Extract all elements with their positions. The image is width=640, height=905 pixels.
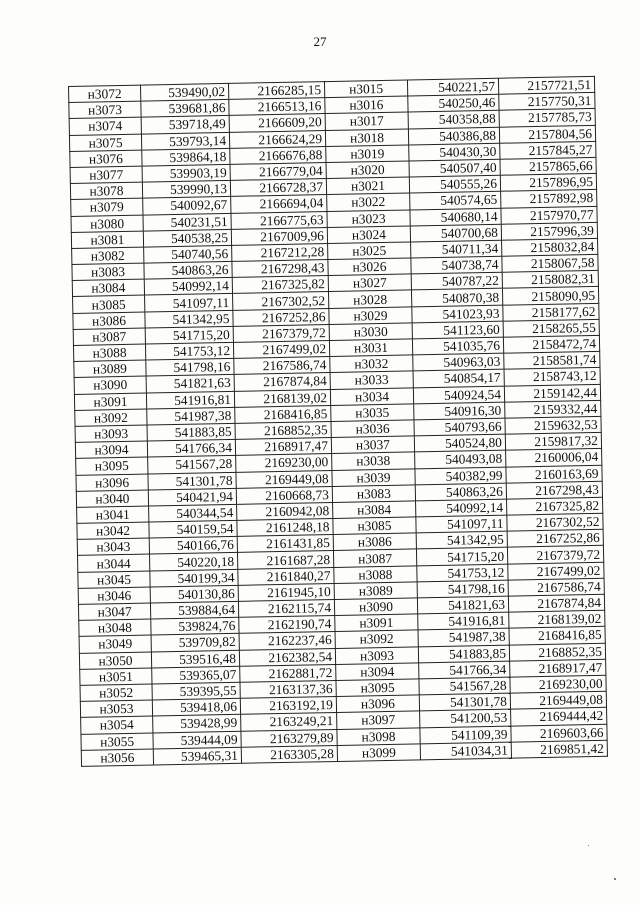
point-id-cell: н3092 bbox=[75, 409, 147, 427]
x-coordinate-cell: 541097,11 bbox=[145, 294, 233, 312]
x-coordinate-cell: 540386,88 bbox=[408, 127, 499, 145]
y-coordinate-cell: 2168917,47 bbox=[510, 659, 606, 677]
point-id-cell: н3087 bbox=[73, 328, 145, 346]
x-coordinate-cell: 541916,81 bbox=[146, 391, 234, 409]
y-coordinate-cell: 2168139,02 bbox=[234, 389, 330, 407]
x-coordinate-cell: 539428,99 bbox=[153, 715, 241, 733]
point-id-cell: н3051 bbox=[80, 668, 152, 686]
point-id-cell: н3016 bbox=[325, 96, 408, 114]
x-coordinate-cell: 539884,64 bbox=[150, 601, 238, 619]
point-id-cell: н3038 bbox=[332, 452, 415, 470]
point-id-cell: н3099 bbox=[337, 744, 420, 762]
y-coordinate-cell: 2166694,04 bbox=[231, 195, 327, 213]
y-coordinate-cell: 2158472,74 bbox=[503, 335, 599, 353]
x-coordinate-cell: 540992,14 bbox=[144, 278, 232, 296]
point-id-cell: н3043 bbox=[77, 538, 149, 556]
y-coordinate-cell: 2167212,28 bbox=[232, 243, 328, 261]
y-coordinate-cell: 2161945,10 bbox=[238, 583, 334, 601]
y-coordinate-cell: 2162237,46 bbox=[239, 632, 335, 650]
y-coordinate-cell: 2162115,74 bbox=[238, 599, 334, 617]
point-id-cell: н3018 bbox=[325, 129, 408, 147]
y-coordinate-cell: 2158090,95 bbox=[502, 287, 598, 305]
point-id-cell: н3022 bbox=[327, 193, 410, 211]
point-id-cell: н3085 bbox=[333, 517, 416, 535]
y-coordinate-cell: 2167252,86 bbox=[507, 530, 603, 548]
x-coordinate-cell: 541342,95 bbox=[145, 310, 233, 328]
x-coordinate-cell: 539490,02 bbox=[140, 83, 228, 101]
x-coordinate-cell: 541798,16 bbox=[417, 580, 508, 598]
x-coordinate-cell: 540924,54 bbox=[413, 386, 504, 404]
y-coordinate-cell: 2158067,58 bbox=[502, 254, 598, 272]
y-coordinate-cell: 2166513,16 bbox=[229, 98, 325, 116]
x-coordinate-cell: 541883,85 bbox=[418, 645, 509, 663]
x-coordinate-cell: 541567,28 bbox=[148, 456, 236, 474]
y-coordinate-cell: 2166285,15 bbox=[228, 82, 324, 100]
y-coordinate-cell: 2167009,96 bbox=[231, 227, 327, 245]
x-coordinate-cell: 540344,54 bbox=[149, 504, 237, 522]
point-id-cell: н3028 bbox=[329, 290, 412, 308]
y-coordinate-cell: 2158082,31 bbox=[502, 271, 598, 289]
y-coordinate-cell: 2168852,35 bbox=[509, 643, 605, 661]
point-id-cell: н3098 bbox=[337, 727, 420, 745]
y-coordinate-cell: 2168852,35 bbox=[235, 421, 331, 439]
point-id-cell: н3080 bbox=[71, 215, 143, 233]
scan-speck bbox=[614, 878, 616, 880]
y-coordinate-cell: 2158581,74 bbox=[504, 352, 600, 370]
x-coordinate-cell: 540555,26 bbox=[409, 175, 500, 193]
point-id-cell: н3054 bbox=[81, 716, 153, 734]
point-id-cell: н3027 bbox=[328, 274, 411, 292]
point-id-cell: н3086 bbox=[73, 312, 145, 330]
x-coordinate-cell: 540992,14 bbox=[416, 499, 507, 517]
x-coordinate-cell: 540711,34 bbox=[411, 240, 502, 258]
x-coordinate-cell: 541987,38 bbox=[147, 407, 235, 425]
x-coordinate-cell: 540159,54 bbox=[149, 520, 237, 538]
x-coordinate-cell: 541301,78 bbox=[148, 472, 236, 490]
x-coordinate-cell: 539681,86 bbox=[141, 100, 229, 118]
point-id-cell: н3047 bbox=[78, 603, 150, 621]
y-coordinate-cell: 2167379,72 bbox=[507, 546, 603, 564]
x-coordinate-cell: 541987,38 bbox=[418, 629, 509, 647]
point-id-cell: н3096 bbox=[76, 474, 148, 492]
x-coordinate-cell: 540507,40 bbox=[409, 159, 500, 177]
point-id-cell: н3019 bbox=[326, 145, 409, 163]
x-coordinate-cell: 541035,76 bbox=[412, 337, 503, 355]
y-coordinate-cell: 2169230,00 bbox=[510, 675, 606, 693]
point-id-cell: н3036 bbox=[331, 420, 414, 438]
y-coordinate-cell: 2161248,18 bbox=[237, 519, 333, 537]
y-coordinate-cell: 2161687,28 bbox=[237, 551, 333, 569]
point-id-cell: н3085 bbox=[73, 296, 145, 314]
x-coordinate-cell: 540538,25 bbox=[143, 229, 231, 247]
x-coordinate-cell: 540793,66 bbox=[414, 418, 505, 436]
point-id-cell: н3037 bbox=[331, 436, 414, 454]
x-coordinate-cell: 540870,38 bbox=[411, 289, 502, 307]
point-id-cell: н3048 bbox=[79, 619, 151, 637]
y-coordinate-cell: 2158177,62 bbox=[503, 303, 599, 321]
point-id-cell: н3033 bbox=[330, 371, 413, 389]
y-coordinate-cell: 2160163,69 bbox=[506, 465, 602, 483]
y-coordinate-cell: 2169851,42 bbox=[511, 740, 607, 758]
point-id-cell: н3084 bbox=[333, 501, 416, 519]
point-id-cell: н3084 bbox=[72, 279, 144, 297]
y-coordinate-cell: 2157892,98 bbox=[501, 190, 597, 208]
point-id-cell: н3020 bbox=[326, 161, 409, 179]
x-coordinate-cell: 541715,20 bbox=[145, 326, 233, 344]
y-coordinate-cell: 2168917,47 bbox=[235, 438, 331, 456]
point-id-cell: н3077 bbox=[70, 166, 142, 184]
y-coordinate-cell: 2158032,84 bbox=[502, 238, 598, 256]
y-coordinate-cell: 2163305,28 bbox=[241, 745, 337, 763]
x-coordinate-cell: 540221,57 bbox=[407, 78, 498, 96]
y-coordinate-cell: 2163279,89 bbox=[241, 729, 337, 747]
point-id-cell: н3094 bbox=[336, 663, 419, 681]
y-coordinate-cell: 2167499,02 bbox=[233, 341, 329, 359]
x-coordinate-cell: 539465,31 bbox=[153, 747, 241, 765]
y-coordinate-cell: 2161431,85 bbox=[237, 535, 333, 553]
point-id-cell: н3083 bbox=[72, 263, 144, 281]
point-id-cell: н3030 bbox=[329, 323, 412, 341]
x-coordinate-cell: 539395,55 bbox=[152, 682, 240, 700]
x-coordinate-cell: 539990,13 bbox=[142, 181, 230, 199]
point-id-cell: н3026 bbox=[328, 258, 411, 276]
point-id-cell: н3092 bbox=[335, 630, 418, 648]
x-coordinate-cell: 540963,03 bbox=[413, 353, 504, 371]
point-id-cell: н3041 bbox=[77, 506, 149, 524]
y-coordinate-cell: 2166624,29 bbox=[229, 130, 325, 148]
coordinates-table bbox=[68, 76, 608, 767]
point-id-cell: н3096 bbox=[336, 695, 419, 713]
x-coordinate-cell: 539516,48 bbox=[151, 650, 239, 668]
y-coordinate-cell: 2157865,66 bbox=[500, 157, 596, 175]
point-id-cell: н3050 bbox=[79, 652, 151, 670]
point-id-cell: н3021 bbox=[326, 177, 409, 195]
x-coordinate-cell: 541766,34 bbox=[419, 661, 510, 679]
y-coordinate-cell: 2157970,77 bbox=[501, 206, 597, 224]
page-number: 27 bbox=[313, 34, 327, 49]
coordinates-table-body bbox=[69, 76, 608, 766]
y-coordinate-cell: 2157750,31 bbox=[499, 93, 595, 111]
y-coordinate-cell: 2159142,44 bbox=[504, 384, 600, 402]
point-id-cell: н3076 bbox=[70, 150, 142, 168]
point-id-cell: н3029 bbox=[329, 307, 412, 325]
x-coordinate-cell: 541821,63 bbox=[417, 596, 508, 614]
point-id-cell: н3056 bbox=[81, 749, 153, 767]
y-coordinate-cell: 2168416,85 bbox=[509, 627, 605, 645]
y-coordinate-cell: 2157804,56 bbox=[499, 125, 595, 143]
point-id-cell: н3042 bbox=[77, 522, 149, 540]
x-coordinate-cell: 540738,74 bbox=[411, 256, 502, 274]
point-id-cell: н3079 bbox=[71, 198, 143, 216]
x-coordinate-cell: 541766,34 bbox=[147, 439, 235, 457]
x-coordinate-cell: 541200,53 bbox=[420, 709, 511, 727]
point-id-cell: н3034 bbox=[330, 387, 413, 405]
x-coordinate-cell: 540680,14 bbox=[410, 208, 501, 226]
x-coordinate-cell: 540250,46 bbox=[408, 94, 499, 112]
x-coordinate-cell: 541109,39 bbox=[420, 726, 511, 744]
y-coordinate-cell: 2163249,21 bbox=[241, 713, 337, 731]
point-id-cell: н3031 bbox=[329, 339, 412, 357]
x-coordinate-cell: 540916,30 bbox=[414, 402, 505, 420]
x-coordinate-cell: 541798,16 bbox=[146, 359, 234, 377]
x-coordinate-cell: 539864,18 bbox=[142, 148, 230, 166]
x-coordinate-cell: 541916,81 bbox=[418, 612, 509, 630]
point-id-cell: н3049 bbox=[79, 635, 151, 653]
point-id-cell: н3015 bbox=[324, 80, 407, 98]
x-coordinate-cell: 541123,60 bbox=[412, 321, 503, 339]
y-coordinate-cell: 2157721,51 bbox=[498, 76, 594, 94]
x-coordinate-cell: 540740,56 bbox=[144, 245, 232, 263]
x-coordinate-cell: 539418,06 bbox=[152, 698, 240, 716]
y-coordinate-cell: 2159632,53 bbox=[505, 416, 601, 434]
point-id-cell: н3083 bbox=[332, 485, 415, 503]
y-coordinate-cell: 2167252,86 bbox=[233, 308, 329, 326]
x-coordinate-cell: 540130,86 bbox=[150, 585, 238, 603]
y-coordinate-cell: 2168416,85 bbox=[235, 405, 331, 423]
y-coordinate-cell: 2167586,74 bbox=[508, 578, 604, 596]
y-coordinate-cell: 2157785,73 bbox=[499, 109, 595, 127]
point-id-cell: н3093 bbox=[75, 425, 147, 443]
y-coordinate-cell: 2167325,82 bbox=[507, 497, 603, 515]
point-id-cell: н3093 bbox=[335, 646, 418, 664]
y-coordinate-cell: 2160006,04 bbox=[506, 449, 602, 467]
x-coordinate-cell: 540382,99 bbox=[415, 467, 506, 485]
y-coordinate-cell: 2169603,66 bbox=[511, 724, 607, 742]
y-coordinate-cell: 2166779,04 bbox=[230, 162, 326, 180]
x-coordinate-cell: 541753,12 bbox=[417, 564, 508, 582]
point-id-cell: н3017 bbox=[325, 112, 408, 130]
x-coordinate-cell: 540493,08 bbox=[415, 450, 506, 468]
y-coordinate-cell: 2161840,27 bbox=[238, 567, 334, 585]
point-id-cell: н3032 bbox=[330, 355, 413, 373]
x-coordinate-cell: 540092,67 bbox=[143, 197, 231, 215]
point-id-cell: н3094 bbox=[75, 441, 147, 459]
y-coordinate-cell: 2167499,02 bbox=[508, 562, 604, 580]
y-coordinate-cell: 2157896,95 bbox=[500, 173, 596, 191]
point-id-cell: н3025 bbox=[328, 242, 411, 260]
y-coordinate-cell: 2167302,52 bbox=[233, 292, 329, 310]
point-id-cell: н3081 bbox=[71, 231, 143, 249]
x-coordinate-cell: 539903,19 bbox=[142, 164, 230, 182]
y-coordinate-cell: 2157845,27 bbox=[500, 141, 596, 159]
x-coordinate-cell: 540166,76 bbox=[149, 537, 237, 555]
x-coordinate-cell: 540863,26 bbox=[144, 261, 232, 279]
y-coordinate-cell: 2169444,42 bbox=[511, 708, 607, 726]
x-coordinate-cell: 540863,26 bbox=[415, 483, 506, 501]
point-id-cell: н3089 bbox=[334, 582, 417, 600]
y-coordinate-cell: 2167874,84 bbox=[508, 594, 604, 612]
y-coordinate-cell: 2169449,08 bbox=[510, 691, 606, 709]
x-coordinate-cell: 541097,11 bbox=[416, 515, 507, 533]
x-coordinate-cell: 540787,22 bbox=[411, 272, 502, 290]
point-id-cell: н3097 bbox=[337, 711, 420, 729]
x-coordinate-cell: 540524,80 bbox=[414, 434, 505, 452]
point-id-cell: н3023 bbox=[327, 209, 410, 227]
point-id-cell: н3086 bbox=[333, 533, 416, 551]
y-coordinate-cell: 2159817,32 bbox=[505, 432, 601, 450]
x-coordinate-cell: 541883,85 bbox=[147, 423, 235, 441]
x-coordinate-cell: 541821,63 bbox=[146, 375, 234, 393]
point-id-cell: н3087 bbox=[333, 549, 416, 567]
point-id-cell: н3082 bbox=[72, 247, 144, 265]
x-coordinate-cell: 540700,68 bbox=[410, 224, 501, 242]
point-id-cell: н3073 bbox=[69, 101, 141, 119]
y-coordinate-cell: 2166775,63 bbox=[231, 211, 327, 229]
y-coordinate-cell: 2167302,52 bbox=[507, 513, 603, 531]
y-coordinate-cell: 2166728,37 bbox=[230, 179, 326, 197]
x-coordinate-cell: 539709,82 bbox=[151, 634, 239, 652]
y-coordinate-cell: 2168139,02 bbox=[509, 610, 605, 628]
x-coordinate-cell: 540220,18 bbox=[150, 553, 238, 571]
x-coordinate-cell: 541034,31 bbox=[420, 742, 511, 760]
y-coordinate-cell: 2169449,08 bbox=[236, 470, 332, 488]
y-coordinate-cell: 2160668,73 bbox=[236, 486, 332, 504]
y-coordinate-cell: 2169230,00 bbox=[236, 454, 332, 472]
x-coordinate-cell: 541342,95 bbox=[416, 531, 507, 549]
point-id-cell: н3024 bbox=[327, 226, 410, 244]
x-coordinate-cell: 540430,30 bbox=[409, 143, 500, 161]
x-coordinate-cell: 539793,14 bbox=[141, 132, 229, 150]
x-coordinate-cell: 541567,28 bbox=[419, 677, 510, 695]
x-coordinate-cell: 540421,94 bbox=[148, 488, 236, 506]
point-id-cell: н3074 bbox=[69, 117, 141, 135]
point-id-cell: н3044 bbox=[78, 554, 150, 572]
y-coordinate-cell: 2167325,82 bbox=[232, 276, 328, 294]
x-coordinate-cell: 541753,12 bbox=[145, 342, 233, 360]
point-id-cell: н3089 bbox=[74, 360, 146, 378]
x-coordinate-cell: 539824,76 bbox=[151, 618, 239, 636]
x-coordinate-cell: 539365,07 bbox=[152, 666, 240, 684]
y-coordinate-cell: 2157996,39 bbox=[501, 222, 597, 240]
y-coordinate-cell: 2167379,72 bbox=[233, 324, 329, 342]
point-id-cell: н3088 bbox=[334, 566, 417, 584]
point-id-cell: н3090 bbox=[74, 376, 146, 394]
y-coordinate-cell: 2162881,72 bbox=[240, 664, 336, 682]
point-id-cell: н3095 bbox=[336, 679, 419, 697]
point-id-cell: н3053 bbox=[80, 700, 152, 718]
point-id-cell: н3035 bbox=[331, 404, 414, 422]
point-id-cell: н3078 bbox=[70, 182, 142, 200]
y-coordinate-cell: 2167874,84 bbox=[234, 373, 330, 391]
point-id-cell: н3052 bbox=[80, 684, 152, 702]
point-id-cell: н3088 bbox=[73, 344, 145, 362]
point-id-cell: н3095 bbox=[76, 457, 148, 475]
point-id-cell: н3091 bbox=[74, 393, 146, 411]
x-coordinate-cell: 539718,49 bbox=[141, 116, 229, 134]
y-coordinate-cell: 2166676,88 bbox=[230, 146, 326, 164]
point-id-cell: н3039 bbox=[332, 468, 415, 486]
y-coordinate-cell: 2167586,74 bbox=[234, 357, 330, 375]
x-coordinate-cell: 540231,51 bbox=[143, 213, 231, 231]
y-coordinate-cell: 2159332,44 bbox=[505, 400, 601, 418]
y-coordinate-cell: 2160942,08 bbox=[237, 502, 333, 520]
point-id-cell: н3075 bbox=[69, 134, 141, 152]
point-id-cell: н3090 bbox=[334, 598, 417, 616]
point-id-cell: н3040 bbox=[76, 490, 148, 508]
x-coordinate-cell: 539444,09 bbox=[153, 731, 241, 749]
x-coordinate-cell: 541715,20 bbox=[416, 548, 507, 566]
y-coordinate-cell: 2167298,43 bbox=[232, 260, 328, 278]
y-coordinate-cell: 2166609,20 bbox=[229, 114, 325, 132]
y-coordinate-cell: 2163192,19 bbox=[240, 697, 336, 715]
x-coordinate-cell: 540854,17 bbox=[413, 370, 504, 388]
y-coordinate-cell: 2167298,43 bbox=[506, 481, 602, 499]
y-coordinate-cell: 2162382,54 bbox=[239, 648, 335, 666]
x-coordinate-cell: 541023,93 bbox=[412, 305, 503, 323]
point-id-cell: н3045 bbox=[78, 571, 150, 589]
scan-speck bbox=[588, 845, 589, 846]
point-id-cell: н3046 bbox=[78, 587, 150, 605]
point-id-cell: н3091 bbox=[335, 614, 418, 632]
x-coordinate-cell: 540358,88 bbox=[408, 111, 499, 129]
x-coordinate-cell: 540574,65 bbox=[410, 192, 501, 210]
point-id-cell: н3072 bbox=[69, 85, 141, 103]
y-coordinate-cell: 2162190,74 bbox=[239, 616, 335, 634]
y-coordinate-cell: 2158743,12 bbox=[504, 368, 600, 386]
point-id-cell: н3055 bbox=[81, 732, 153, 750]
y-coordinate-cell: 2158265,55 bbox=[503, 319, 599, 337]
y-coordinate-cell: 2163137,36 bbox=[240, 680, 336, 698]
x-coordinate-cell: 541301,78 bbox=[419, 693, 510, 711]
x-coordinate-cell: 540199,34 bbox=[150, 569, 238, 587]
